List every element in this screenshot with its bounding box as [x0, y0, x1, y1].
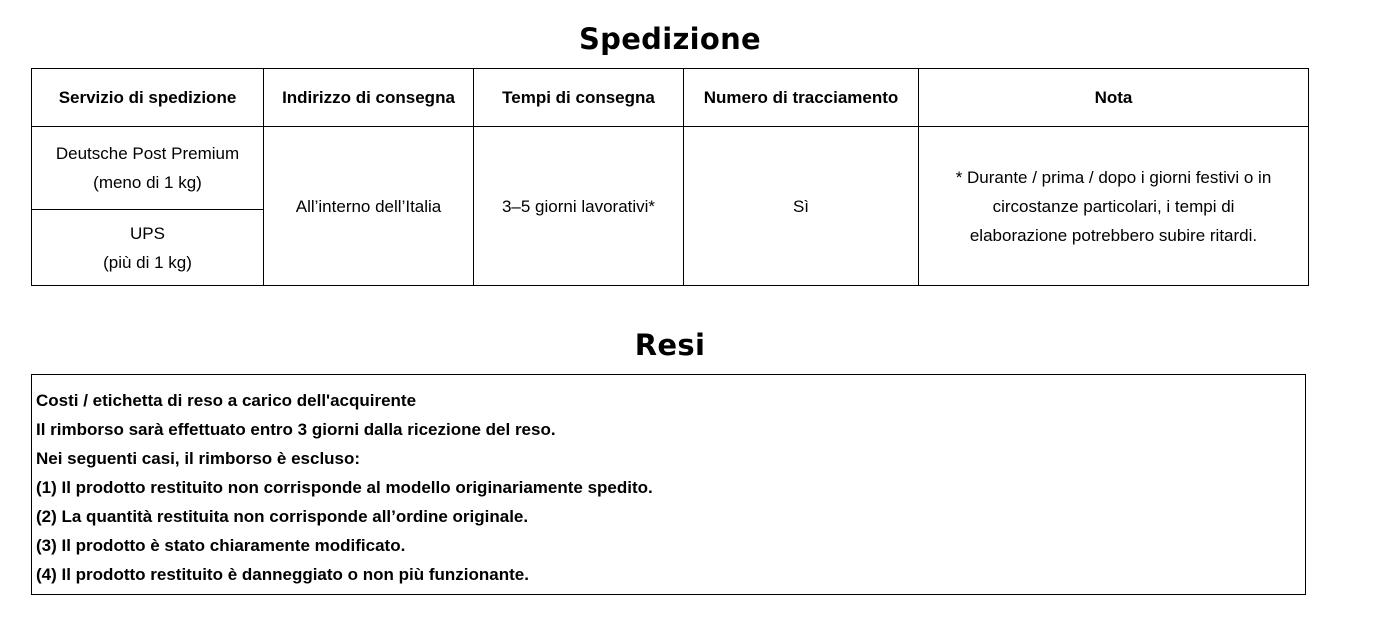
shipping-title: Spedizione	[578, 22, 762, 56]
returns-line: Il rimborso sarà effettuato entro 3 giorni dalla ricezione del reso.	[36, 420, 556, 439]
service-name: UPS	[130, 223, 165, 243]
service-weight: (più di 1 kg)	[103, 252, 192, 272]
service-cell-deutsche-post	[32, 127, 264, 210]
header-service: Servizio di spedizione	[32, 69, 264, 127]
service-name: Deutsche Post Premium	[55, 144, 240, 163]
delivery-time-cell: 3–5 giorni lavorativi*	[474, 127, 684, 286]
header-address: Indirizzo di consegna	[264, 69, 474, 127]
returns-line: Costi / etichetta di reso a carico dell'acquirente	[36, 391, 417, 410]
service-weight: (meno di 1 kg)	[93, 173, 202, 192]
returns-line: (4) Il prodotto restituito è danneggiato o non più funzionante.	[36, 565, 529, 584]
returns-line: (2) La quantità restituita non corrisponde all’ordine originale.	[36, 507, 529, 526]
note-cell	[919, 127, 1309, 286]
address-cell: All’interno dell’Italia	[264, 127, 474, 286]
returns-line: (3) Il prodotto è stato chiaramente modificato.	[36, 536, 406, 555]
returns-title: Resi	[634, 328, 706, 362]
header-tracking: Numero di tracciamento	[684, 69, 919, 127]
note-line: * Durante / prima / dopo i giorni festivi o in	[955, 167, 1272, 187]
header-time: Tempi di consegna	[474, 69, 684, 127]
returns-line: (1) Il prodotto restituito non corrisponde al modello originariamente spedito.	[36, 478, 653, 497]
note-line: elaborazione potrebbero subire ritardi.	[969, 225, 1258, 245]
tracking-cell: Sì	[684, 127, 919, 286]
table-row	[32, 127, 1309, 210]
service-cell-ups	[32, 210, 264, 286]
returns-box	[31, 374, 1306, 595]
returns-line: Nei seguenti casi, il rimborso è escluso:	[36, 449, 361, 468]
note-line: circostanze particolari, i tempi di	[992, 196, 1235, 216]
header-note: Nota	[919, 69, 1309, 127]
shipping-header-row	[32, 69, 1309, 127]
shipping-table	[31, 68, 1309, 286]
